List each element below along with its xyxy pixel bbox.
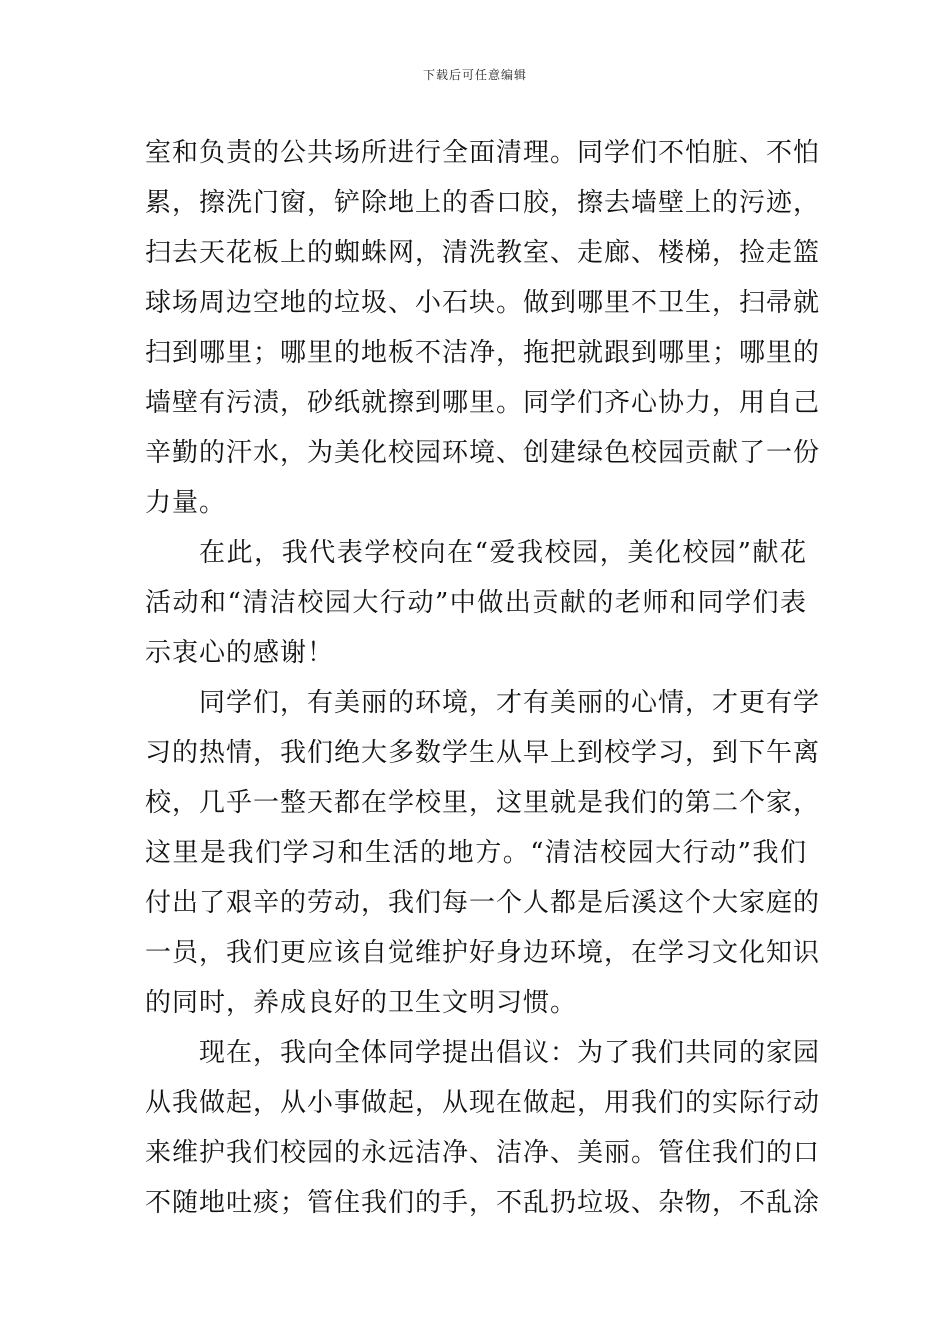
text-line: 这里是我们学习和生活的地方。“清洁校园大行动”我们 bbox=[145, 838, 807, 868]
text-line: 同学们，有美丽的环境，才有美丽的心情，才更有学 bbox=[199, 688, 821, 718]
paragraph-3 bbox=[145, 678, 821, 1028]
text-line: 习的热情，我们绝大多数学生从早上到校学习，到下午离 bbox=[145, 738, 821, 768]
text-line: 付出了艰辛的劳动，我们每一个人都是后溪这个大家庭的 bbox=[145, 888, 821, 918]
text-line: 力量。 bbox=[145, 488, 227, 518]
text-line: 辛勤的汗水，为美化校园环境、创建绿色校园贡献了一份 bbox=[145, 438, 821, 468]
paragraph-2 bbox=[145, 528, 807, 678]
text-line: 现在，我向全体同学提出倡议：为了我们共同的家园 bbox=[199, 1038, 821, 1068]
text-line: 扫去天花板上的蜘蛛网，清洗教室、走廊、楼梯，捡走篮 bbox=[145, 238, 821, 268]
text-line: 示衷心的感谢！ bbox=[145, 638, 335, 668]
text-line: 校，几乎一整天都在学校里，这里就是我们的第二个家， bbox=[145, 788, 821, 818]
text-line: 的同时，养成良好的卫生文明习惯。 bbox=[145, 988, 578, 1018]
text-line: 球场周边空地的垃圾、小石块。做到哪里不卫生，扫帚就 bbox=[145, 288, 821, 318]
text-line: 来维护我们校园的永远洁净、洁净、美丽。管住我们的口 bbox=[145, 1138, 821, 1168]
header-note: 下载后可任意编辑 bbox=[422, 68, 527, 82]
text-line: 一员，我们更应该自觉维护好身边环境，在学习文化知识 bbox=[145, 938, 821, 968]
document-body bbox=[145, 128, 821, 1228]
text-line: 墙壁有污渍，砂纸就擦到哪里。同学们齐心协力，用自己 bbox=[145, 388, 821, 418]
text-line: 在此，我代表学校向在“爱我校园，美化校园”献花 bbox=[199, 538, 807, 568]
text-line: 累，擦洗门窗，铲除地上的香口胶，擦去墙壁上的污迹， bbox=[145, 188, 821, 218]
text-line: 活动和“清洁校园大行动”中做出贡献的老师和同学们表 bbox=[145, 588, 807, 618]
text-line: 室和负责的公共场所进行全面清理。同学们不怕脏、不怕 bbox=[145, 138, 821, 168]
text-line: 不随地吐痰；管住我们的手，不乱扔垃圾、杂物，不乱涂 bbox=[145, 1188, 821, 1218]
paragraph-1 bbox=[145, 128, 821, 528]
text-line: 扫到哪里；哪里的地板不洁净，拖把就跟到哪里；哪里的 bbox=[145, 338, 821, 368]
paragraph-4 bbox=[145, 1028, 821, 1228]
text-line: 从我做起，从小事做起，从现在做起，用我们的实际行动 bbox=[145, 1088, 821, 1118]
